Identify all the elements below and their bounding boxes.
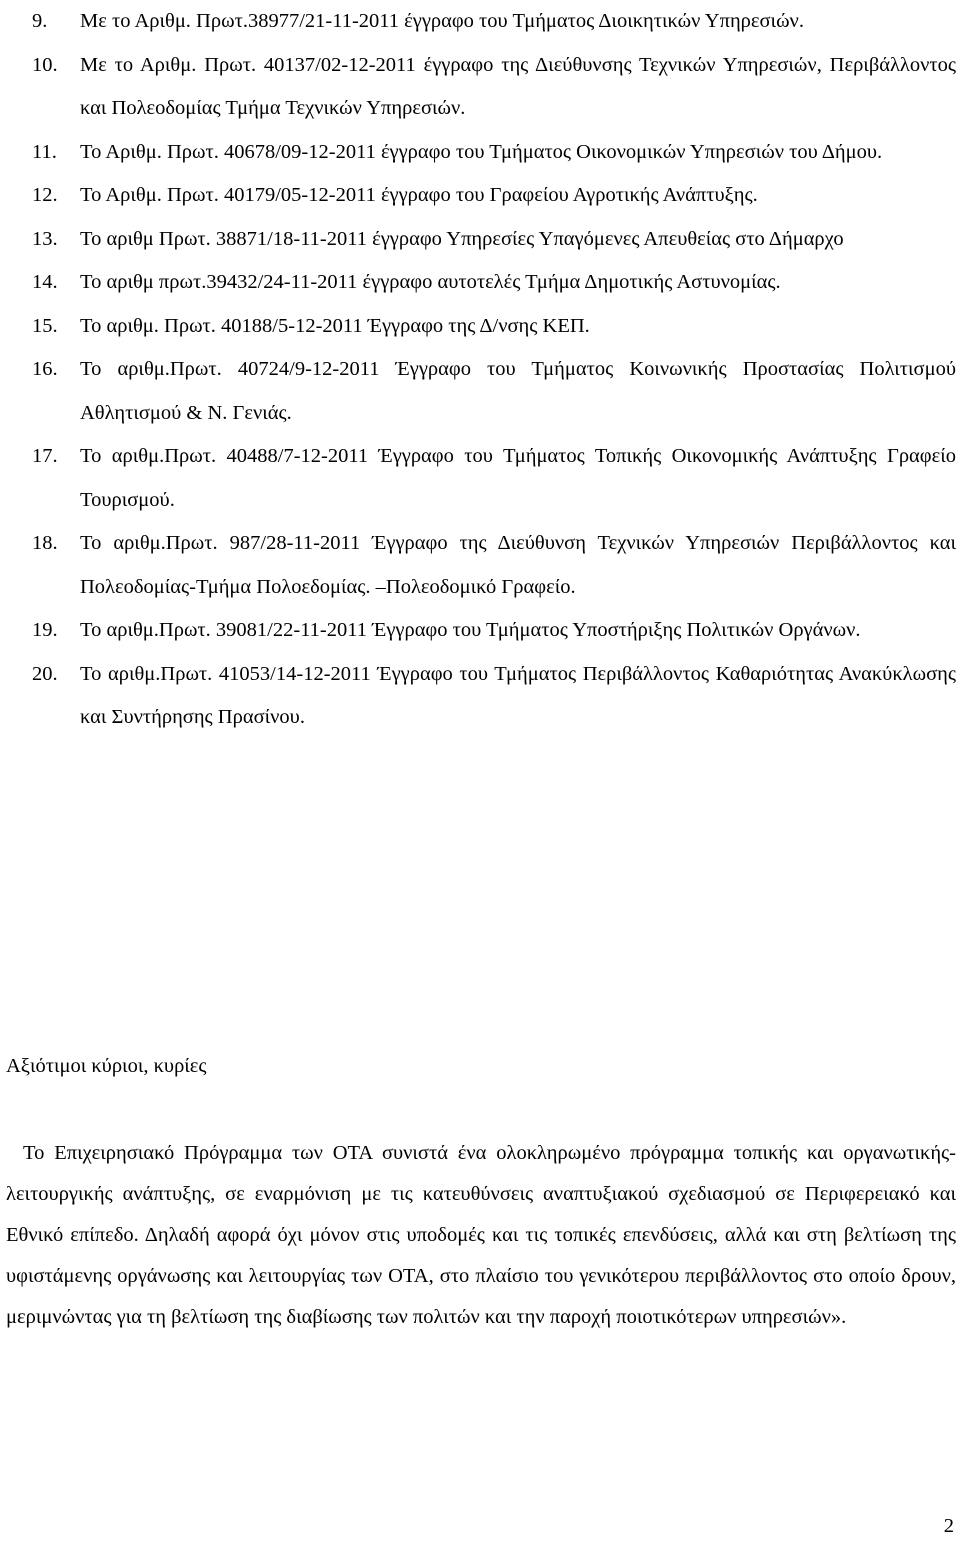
list-item-text: Το αριθμ.Πρωτ. 41053/14-12-2011 Έγγραφο του Τμήματος Περιβάλλοντος Καθαριότητας Ανακύκλωσης και Συντήρησης Πρασίνου. [80,662,956,728]
list-item-text: Το Αριθμ. Πρωτ. 40179/05-12-2011 έγγραφο του Γραφείου Αγροτικής Ανάπτυξης. [80,184,758,206]
list-item-number: 13. [32,227,58,250]
list-item-number: 20. [32,662,58,685]
document-reference-list [32,0,956,740]
list-item [32,174,956,218]
list-item [32,348,956,435]
list-item [32,522,956,609]
list-item [32,131,956,175]
list-item [32,305,956,349]
list-item-text: Το αριθμ.Πρωτ. 40488/7-12-2011 Έγγραφο του Τμήματος Τοπικής Οικονομικής Ανάπτυξης Γραφείο Τουρισμού. [80,445,956,511]
list-item-number: 10. [32,53,58,76]
list-item-number: 16. [32,358,58,380]
list-item [32,653,956,740]
list-item [32,218,956,262]
list-item-number: 15. [32,314,58,337]
list-item-number: 19. [32,619,58,641]
list-item-number: 17. [32,445,58,467]
list-item-text: Το αριθμ Πρωτ. 38871/18-11-2011 έγγραφο Υπηρεσίες Υπαγόμενες Απευθείας στο Δήμαρχο [80,227,844,250]
list-item-number: 9. [32,10,48,32]
list-item-text: Με το Αριθμ. Πρωτ.38977/21-11-2011 έγγραφο του Τμήματος Διοικητικών Υπηρεσιών. [80,10,804,32]
body-paragraph: Το Επιχειρησιακό Πρόγραμμα των ΟΤΑ συνιστά ένα ολοκληρωμένο πρόγραμμα τοπικής και οργανωτικής- λειτουργικής ανάπτυξης, σε εναρμόνιση με τις κατευθύνσεις αναπτυξιακού σχεδιασμού σε Περιφερειακό και Εθνικό επίπεδο. Δηλαδή αφορά όχι μόνον στις υποδομές και τις τοπικές επενδύσεις, αλλά και στη βελτίωση της υφιστάμενης οργάνωσης και λειτουργίας των ΟΤΑ, στο πλαίσιο του γενικότερου περιβάλλοντος στο οποίο δρουν, μεριμνώντας για τη βελτίωση της διαβίωσης των πολιτών και την παροχή ποιοτικότερων υπηρεσιών». [6,1142,956,1328]
list-item [32,44,956,131]
list-item [32,261,956,305]
list-item-text: Το αριθμ.Πρωτ. 40724/9-12-2011 Έγγραφο του Τμήματος Κοινωνικής Προστασίας Πολιτισμού Αθλητισμού & Ν. Γενιάς. [80,358,956,424]
list-item-number: 18. [32,532,58,554]
list-item-number: 12. [32,184,58,206]
list-item [32,435,956,522]
list-item-text: Με το Αριθμ. Πρωτ. 40137/02-12-2011 έγγραφο της Διεύθυνσης Τεχνικών Υπηρεσιών, Περιβάλλοντος και Πολεοδομίας Τμήμα Τεχνικών Υπηρεσιών. [80,53,956,119]
page-number: 2 [943,1515,954,1537]
list-item-number: 11. [32,140,57,163]
list-item [32,609,956,653]
list-item-text: Το αριθμ πρωτ.39432/24-11-2011 έγγραφο αυτοτελές Τμήμα Δημοτικής Αστυνομίας. [80,271,781,293]
list-item-text: Το αριθμ. Πρωτ. 40188/5-12-2011 Έγγραφο της Δ/νσης ΚΕΠ. [80,314,590,337]
list-item-text: Το αριθμ.Πρωτ. 39081/22-11-2011 Έγγραφο του Τμήματος Υποστήριξης Πολιτικών Οργάνων. [80,619,861,641]
list-item-number: 14. [32,271,58,293]
list-item-text: Το Αριθμ. Πρωτ. 40678/09-12-2011 έγγραφο του Τμήματος Οικονομικών Υπηρεσιών του Δήμου. [80,140,883,163]
salutation: Αξιότιμοι κύριοι, κυρίες [6,1055,207,1077]
list-item-text: Το αριθμ.Πρωτ. 987/28-11-2011 Έγγραφο της Διεύθυνση Τεχνικών Υπηρεσιών Περιβάλλοντος και Πολεοδομίας-Τμήμα Πολοεδομίας. –Πολεοδομικό Γραφείο. [80,532,956,598]
list-item [32,0,956,44]
